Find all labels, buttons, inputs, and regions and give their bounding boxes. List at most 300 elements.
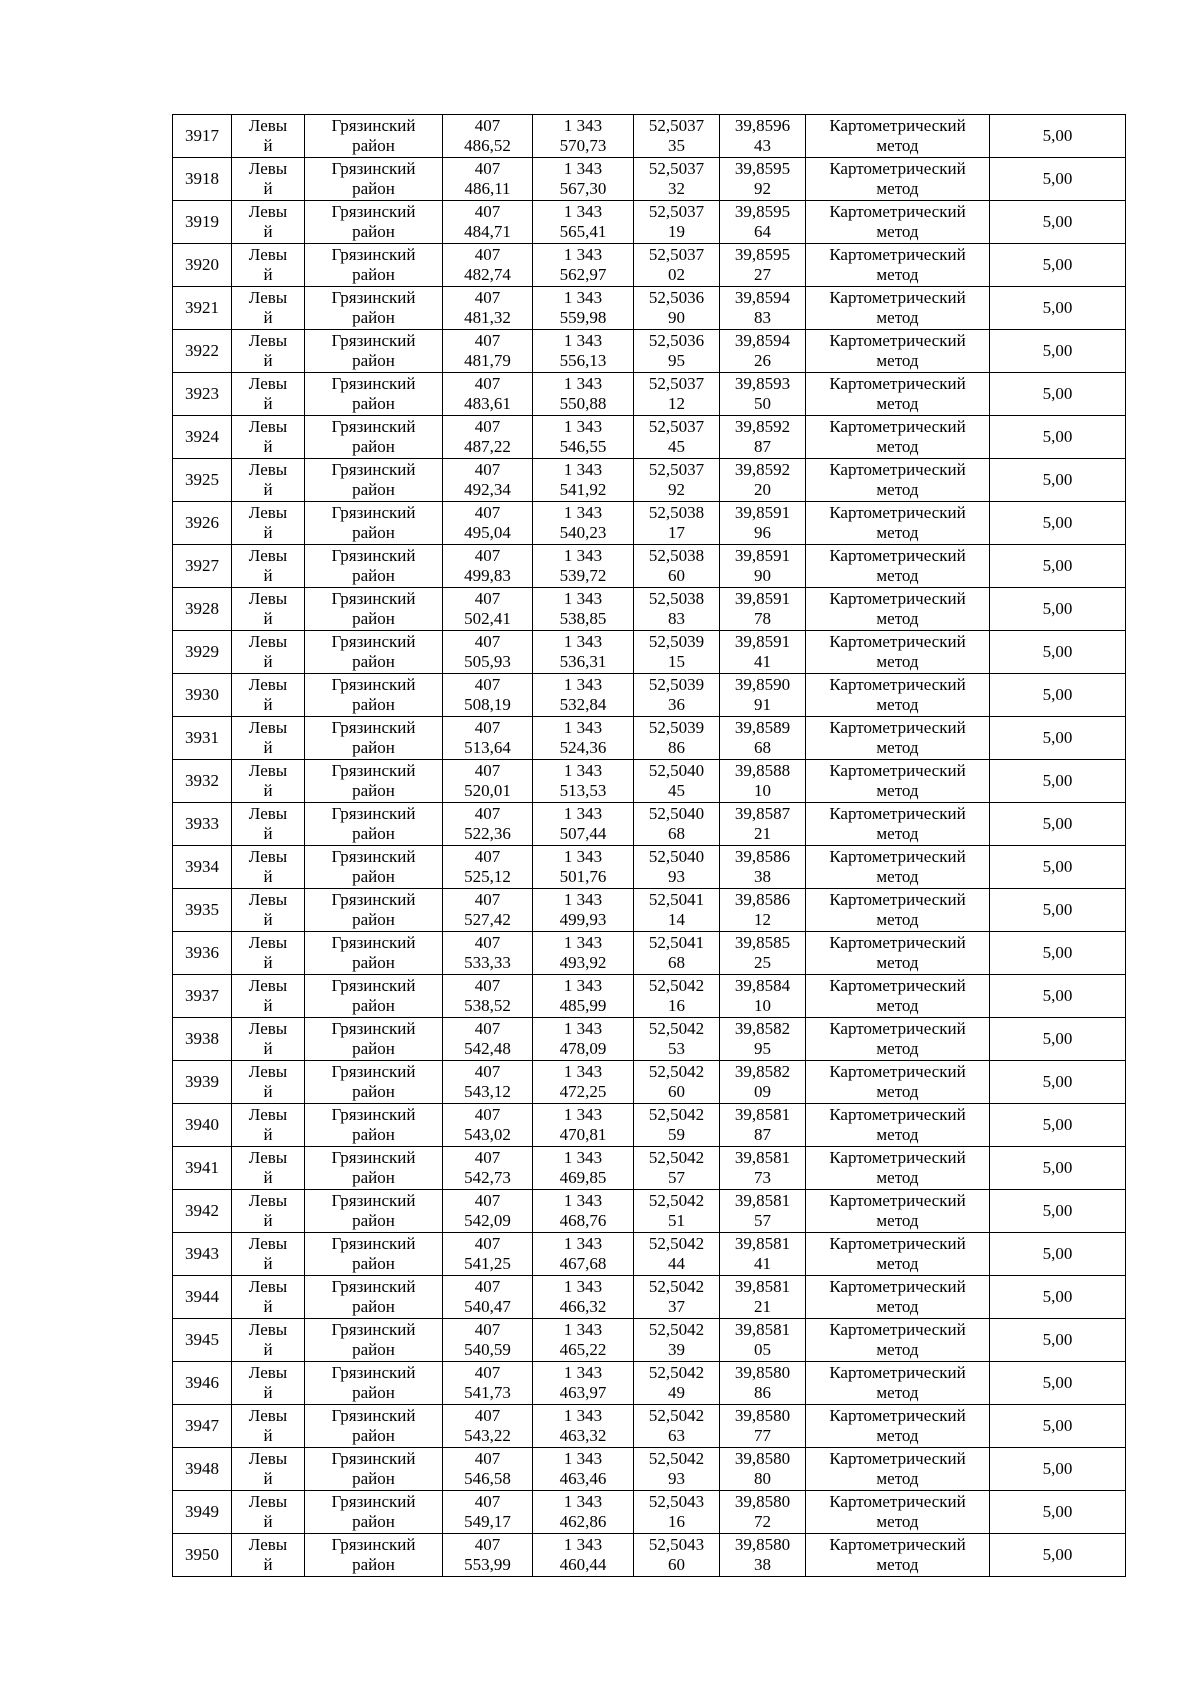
bank-side-cell xyxy=(232,115,305,158)
table-row xyxy=(173,717,1126,760)
method-cell xyxy=(806,717,990,760)
cell-line: район xyxy=(352,1125,395,1144)
cell-line: 1 343 xyxy=(563,761,603,780)
longitude-cell xyxy=(720,1190,806,1233)
cell-line: й xyxy=(263,1426,273,1445)
cell-line: 57 xyxy=(754,1211,771,1230)
cell-line: 567,30 xyxy=(559,179,607,198)
latitude-cell xyxy=(634,158,720,201)
cell-line: 52,5039 xyxy=(648,718,705,737)
cell-line: 470,81 xyxy=(559,1125,607,1144)
method-cell xyxy=(806,115,990,158)
cell-line: 407 xyxy=(474,976,501,995)
accuracy-cell: 5,00 xyxy=(990,1276,1126,1319)
cell-line: Левы xyxy=(248,1105,288,1124)
district-cell xyxy=(305,932,443,975)
latitude-cell xyxy=(634,975,720,1018)
cell-line: Грязинский xyxy=(331,331,416,350)
x-coordinate-cell xyxy=(443,717,533,760)
cell-line: 1 343 xyxy=(563,1406,603,1425)
longitude-cell xyxy=(720,889,806,932)
district-cell xyxy=(305,674,443,717)
cell-line: Картометрический xyxy=(829,1492,966,1511)
point-number-cell: 3943 xyxy=(173,1233,232,1276)
cell-line: 407 xyxy=(474,589,501,608)
cell-line: 50 xyxy=(754,394,771,413)
cell-line: 407 xyxy=(474,288,501,307)
table-row xyxy=(173,502,1126,545)
point-number-cell: 3924 xyxy=(173,416,232,459)
y-coordinate-cell xyxy=(533,1104,634,1147)
accuracy-cell: 5,00 xyxy=(990,545,1126,588)
cell-line: 527,42 xyxy=(464,910,511,929)
cell-line: Левы xyxy=(248,1277,288,1296)
cell-line: Левы xyxy=(248,245,288,264)
x-coordinate-cell xyxy=(443,1233,533,1276)
longitude-cell xyxy=(720,1018,806,1061)
bank-side-cell xyxy=(232,674,305,717)
x-coordinate-cell xyxy=(443,1276,533,1319)
x-coordinate-cell xyxy=(443,1534,533,1577)
cell-line: 499,83 xyxy=(464,566,511,585)
cell-line: 550,88 xyxy=(559,394,607,413)
latitude-cell xyxy=(634,588,720,631)
cell-line: 481,32 xyxy=(464,308,511,327)
cell-line: Левы xyxy=(248,288,288,307)
cell-line: Левы xyxy=(248,1234,288,1253)
bank-side-cell xyxy=(232,1362,305,1405)
cell-line: 57 xyxy=(668,1168,685,1187)
table-row xyxy=(173,1190,1126,1233)
cell-line: 39,8592 xyxy=(734,417,791,436)
longitude-cell xyxy=(720,416,806,459)
cell-line: Картометрический xyxy=(829,202,966,221)
cell-line: 52,5042 xyxy=(648,1191,705,1210)
cell-line: метод xyxy=(876,179,919,198)
cell-line: 407 xyxy=(474,1105,501,1124)
cell-line: 543,12 xyxy=(464,1082,511,1101)
cell-line: й xyxy=(263,1383,273,1402)
table-row xyxy=(173,674,1126,717)
cell-line: й xyxy=(263,1039,273,1058)
cell-line: 37 xyxy=(668,1297,685,1316)
cell-line: 05 xyxy=(754,1340,771,1359)
cell-line: 542,73 xyxy=(464,1168,511,1187)
cell-line: й xyxy=(263,1340,273,1359)
method-cell xyxy=(806,975,990,1018)
method-cell xyxy=(806,330,990,373)
longitude-cell xyxy=(720,760,806,803)
cell-line: й xyxy=(263,695,273,714)
cell-line: й xyxy=(263,480,273,499)
cell-line: Картометрический xyxy=(829,503,966,522)
point-number-cell: 3937 xyxy=(173,975,232,1018)
method-cell xyxy=(806,1362,990,1405)
cell-line: 12 xyxy=(668,394,685,413)
bank-side-cell xyxy=(232,545,305,588)
bank-side-cell xyxy=(232,244,305,287)
cell-line: район xyxy=(352,222,395,241)
longitude-cell xyxy=(720,1061,806,1104)
district-cell xyxy=(305,1362,443,1405)
cell-line: 501,76 xyxy=(559,867,607,886)
cell-line: 52,5040 xyxy=(648,804,705,823)
cell-line: 463,46 xyxy=(559,1469,607,1488)
cell-line: 407 xyxy=(474,1320,501,1339)
point-number-cell: 3931 xyxy=(173,717,232,760)
cell-line: 39,8591 xyxy=(734,503,791,522)
cell-line: й xyxy=(263,437,273,456)
latitude-cell xyxy=(634,631,720,674)
cell-line: 21 xyxy=(754,1297,771,1316)
cell-line: Левы xyxy=(248,1320,288,1339)
cell-line: 20 xyxy=(754,480,771,499)
cell-line: 52,5042 xyxy=(648,1320,705,1339)
method-cell xyxy=(806,1448,990,1491)
cell-line: 52,5037 xyxy=(648,202,705,221)
longitude-cell xyxy=(720,1104,806,1147)
longitude-cell xyxy=(720,459,806,502)
accuracy-cell: 5,00 xyxy=(990,760,1126,803)
cell-line: 90 xyxy=(668,308,685,327)
bank-side-cell xyxy=(232,1233,305,1276)
cell-line: 87 xyxy=(754,437,771,456)
cell-line: 463,32 xyxy=(559,1426,607,1445)
cell-line: 1 343 xyxy=(563,1105,603,1124)
longitude-cell xyxy=(720,1147,806,1190)
y-coordinate-cell xyxy=(533,459,634,502)
cell-line: 39,8595 xyxy=(734,202,791,221)
district-cell xyxy=(305,330,443,373)
cell-line: 52,5042 xyxy=(648,1277,705,1296)
cell-line: 1 343 xyxy=(563,933,603,952)
cell-line: Грязинский xyxy=(331,1363,416,1382)
cell-line: 407 xyxy=(474,546,501,565)
cell-line: 1 343 xyxy=(563,1535,603,1554)
district-cell xyxy=(305,846,443,889)
latitude-cell xyxy=(634,459,720,502)
cell-line: Левы xyxy=(248,1019,288,1038)
cell-line: 407 xyxy=(474,417,501,436)
table-row xyxy=(173,846,1126,889)
cell-line: метод xyxy=(876,910,919,929)
cell-line: 39,8586 xyxy=(734,890,791,909)
longitude-cell xyxy=(720,201,806,244)
latitude-cell xyxy=(634,373,720,416)
y-coordinate-cell xyxy=(533,674,634,717)
cell-line: метод xyxy=(876,566,919,585)
point-number-cell: 3946 xyxy=(173,1362,232,1405)
point-number-cell: 3940 xyxy=(173,1104,232,1147)
x-coordinate-cell xyxy=(443,631,533,674)
district-cell xyxy=(305,1405,443,1448)
cell-line: Картометрический xyxy=(829,1105,966,1124)
cell-line: Грязинский xyxy=(331,761,416,780)
cell-line: метод xyxy=(876,1383,919,1402)
district-cell xyxy=(305,287,443,330)
cell-line: 407 xyxy=(474,1234,501,1253)
cell-line: 39,8594 xyxy=(734,288,791,307)
cell-line: район xyxy=(352,738,395,757)
cell-line: метод xyxy=(876,1469,919,1488)
cell-line: 52,5041 xyxy=(648,890,705,909)
cell-line: 68 xyxy=(668,953,685,972)
cell-line: метод xyxy=(876,351,919,370)
cell-line: 407 xyxy=(474,503,501,522)
cell-line: Картометрический xyxy=(829,460,966,479)
cell-line: район xyxy=(352,523,395,542)
cell-line: й xyxy=(263,1082,273,1101)
point-number-cell: 3922 xyxy=(173,330,232,373)
latitude-cell xyxy=(634,115,720,158)
cell-line: 19 xyxy=(668,222,685,241)
district-cell xyxy=(305,717,443,760)
cell-line: 553,99 xyxy=(464,1555,511,1574)
district-cell xyxy=(305,588,443,631)
cell-line: метод xyxy=(876,953,919,972)
table-row xyxy=(173,803,1126,846)
bank-side-cell xyxy=(232,201,305,244)
longitude-cell xyxy=(720,287,806,330)
cell-line: Левы xyxy=(248,503,288,522)
accuracy-cell: 5,00 xyxy=(990,115,1126,158)
cell-line: Грязинский xyxy=(331,417,416,436)
cell-line: 52,5042 xyxy=(648,1363,705,1382)
cell-line: Грязинский xyxy=(331,1320,416,1339)
cell-line: 407 xyxy=(474,245,501,264)
district-cell xyxy=(305,545,443,588)
cell-line: метод xyxy=(876,437,919,456)
cell-line: 87 xyxy=(754,1125,771,1144)
cell-line: 39,8588 xyxy=(734,761,791,780)
table-row xyxy=(173,1319,1126,1362)
point-number-cell: 3928 xyxy=(173,588,232,631)
cell-line: Левы xyxy=(248,202,288,221)
cell-line: Картометрический xyxy=(829,417,966,436)
longitude-cell xyxy=(720,1534,806,1577)
cell-line: 52,5037 xyxy=(648,245,705,264)
cell-line: район xyxy=(352,1039,395,1058)
y-coordinate-cell xyxy=(533,287,634,330)
table-row xyxy=(173,975,1126,1018)
y-coordinate-cell xyxy=(533,244,634,287)
table-row xyxy=(173,932,1126,975)
cell-line: й xyxy=(263,179,273,198)
latitude-cell xyxy=(634,1276,720,1319)
cell-line: 39,8595 xyxy=(734,245,791,264)
cell-line: Левы xyxy=(248,1449,288,1468)
table-row xyxy=(173,631,1126,674)
cell-line: 543,22 xyxy=(464,1426,511,1445)
cell-line: Левы xyxy=(248,804,288,823)
cell-line: район xyxy=(352,566,395,585)
cell-line: Грязинский xyxy=(331,1449,416,1468)
cell-line: 478,09 xyxy=(559,1039,607,1058)
cell-line: й xyxy=(263,1254,273,1273)
cell-line: Грязинский xyxy=(331,1148,416,1167)
x-coordinate-cell xyxy=(443,1362,533,1405)
cell-line: 73 xyxy=(754,1168,771,1187)
method-cell xyxy=(806,846,990,889)
district-cell xyxy=(305,244,443,287)
table-row xyxy=(173,1276,1126,1319)
y-coordinate-cell xyxy=(533,115,634,158)
cell-line: 559,98 xyxy=(559,308,607,327)
cell-line: й xyxy=(263,781,273,800)
cell-line: Картометрический xyxy=(829,1234,966,1253)
y-coordinate-cell xyxy=(533,932,634,975)
latitude-cell xyxy=(634,1491,720,1534)
y-coordinate-cell xyxy=(533,846,634,889)
cell-line: 41 xyxy=(754,1254,771,1273)
cell-line: 59 xyxy=(668,1125,685,1144)
x-coordinate-cell xyxy=(443,1448,533,1491)
longitude-cell xyxy=(720,115,806,158)
point-number-cell: 3934 xyxy=(173,846,232,889)
x-coordinate-cell xyxy=(443,158,533,201)
bank-side-cell xyxy=(232,975,305,1018)
method-cell xyxy=(806,631,990,674)
district-cell xyxy=(305,803,443,846)
point-number-cell: 3935 xyxy=(173,889,232,932)
cell-line: 43 xyxy=(754,136,771,155)
cell-line: 1 343 xyxy=(563,288,603,307)
latitude-cell xyxy=(634,287,720,330)
cell-line: 484,71 xyxy=(464,222,511,241)
longitude-cell xyxy=(720,932,806,975)
longitude-cell xyxy=(720,330,806,373)
cell-line: Левы xyxy=(248,976,288,995)
cell-line: Картометрический xyxy=(829,1191,966,1210)
district-cell xyxy=(305,373,443,416)
cell-line: 1 343 xyxy=(563,976,603,995)
cell-line: Грязинский xyxy=(331,1105,416,1124)
cell-line: 39,8594 xyxy=(734,331,791,350)
coordinates-table-body xyxy=(173,115,1126,1577)
point-number-cell: 3920 xyxy=(173,244,232,287)
y-coordinate-cell xyxy=(533,1147,634,1190)
cell-line: Левы xyxy=(248,1535,288,1554)
point-number-cell: 3933 xyxy=(173,803,232,846)
cell-line: Левы xyxy=(248,546,288,565)
cell-line: Картометрический xyxy=(829,546,966,565)
x-coordinate-cell xyxy=(443,846,533,889)
district-cell xyxy=(305,1147,443,1190)
cell-line: Картометрический xyxy=(829,1449,966,1468)
cell-line: метод xyxy=(876,523,919,542)
cell-line: 39,8580 xyxy=(734,1492,791,1511)
cell-line: метод xyxy=(876,652,919,671)
cell-line: 52,5037 xyxy=(648,417,705,436)
latitude-cell xyxy=(634,717,720,760)
cell-line: 460,44 xyxy=(559,1555,607,1574)
cell-line: й xyxy=(263,953,273,972)
cell-line: 1 343 xyxy=(563,374,603,393)
district-cell xyxy=(305,201,443,244)
coordinates-table xyxy=(172,114,1126,1577)
cell-line: 1 343 xyxy=(563,847,603,866)
cell-line: 407 xyxy=(474,1492,501,1511)
cell-line: Картометрический xyxy=(829,976,966,995)
accuracy-cell: 5,00 xyxy=(990,287,1126,330)
cell-line: 407 xyxy=(474,675,501,694)
cell-line: Грязинский xyxy=(331,202,416,221)
cell-line: Картометрический xyxy=(829,1320,966,1339)
cell-line: 26 xyxy=(754,351,771,370)
cell-line: 39,8587 xyxy=(734,804,791,823)
cell-line: метод xyxy=(876,1211,919,1230)
cell-line: 92 xyxy=(754,179,771,198)
cell-line: Левы xyxy=(248,1363,288,1382)
accuracy-cell: 5,00 xyxy=(990,373,1126,416)
y-coordinate-cell xyxy=(533,545,634,588)
cell-line: 1 343 xyxy=(563,804,603,823)
cell-line: 538,85 xyxy=(559,609,607,628)
y-coordinate-cell xyxy=(533,1319,634,1362)
cell-line: й xyxy=(263,1297,273,1316)
cell-line: 495,04 xyxy=(464,523,511,542)
accuracy-cell: 5,00 xyxy=(990,1448,1126,1491)
y-coordinate-cell xyxy=(533,373,634,416)
cell-line: Грязинский xyxy=(331,1535,416,1554)
x-coordinate-cell xyxy=(443,803,533,846)
y-coordinate-cell xyxy=(533,330,634,373)
bank-side-cell xyxy=(232,760,305,803)
cell-line: 1 343 xyxy=(563,1148,603,1167)
y-coordinate-cell xyxy=(533,889,634,932)
cell-line: 407 xyxy=(474,761,501,780)
cell-line: 407 xyxy=(474,1148,501,1167)
cell-line: 38 xyxy=(754,867,771,886)
latitude-cell xyxy=(634,201,720,244)
cell-line: 465,22 xyxy=(559,1340,607,1359)
method-cell xyxy=(806,1061,990,1104)
bank-side-cell xyxy=(232,1190,305,1233)
cell-line: 1 343 xyxy=(563,632,603,651)
cell-line: й xyxy=(263,351,273,370)
cell-line: 1 343 xyxy=(563,1062,603,1081)
cell-line: 39,8584 xyxy=(734,976,791,995)
district-cell xyxy=(305,1491,443,1534)
method-cell xyxy=(806,373,990,416)
cell-line: 95 xyxy=(754,1039,771,1058)
district-cell xyxy=(305,1276,443,1319)
y-coordinate-cell xyxy=(533,803,634,846)
method-cell xyxy=(806,588,990,631)
cell-line: 63 xyxy=(668,1426,685,1445)
cell-line: 60 xyxy=(668,1555,685,1574)
cell-line: 45 xyxy=(668,781,685,800)
cell-line: 505,93 xyxy=(464,652,511,671)
cell-line: метод xyxy=(876,867,919,886)
cell-line: 14 xyxy=(668,910,685,929)
point-number-cell: 3939 xyxy=(173,1061,232,1104)
cell-line: 1 343 xyxy=(563,116,603,135)
latitude-cell xyxy=(634,846,720,889)
longitude-cell xyxy=(720,1448,806,1491)
cell-line: Картометрический xyxy=(829,1277,966,1296)
accuracy-cell: 5,00 xyxy=(990,588,1126,631)
cell-line: Грязинский xyxy=(331,159,416,178)
cell-line: Левы xyxy=(248,460,288,479)
cell-line: 407 xyxy=(474,632,501,651)
bank-side-cell xyxy=(232,1319,305,1362)
cell-line: й xyxy=(263,652,273,671)
cell-line: 556,13 xyxy=(559,351,607,370)
bank-side-cell xyxy=(232,631,305,674)
longitude-cell xyxy=(720,1405,806,1448)
cell-line: 1 343 xyxy=(563,460,603,479)
